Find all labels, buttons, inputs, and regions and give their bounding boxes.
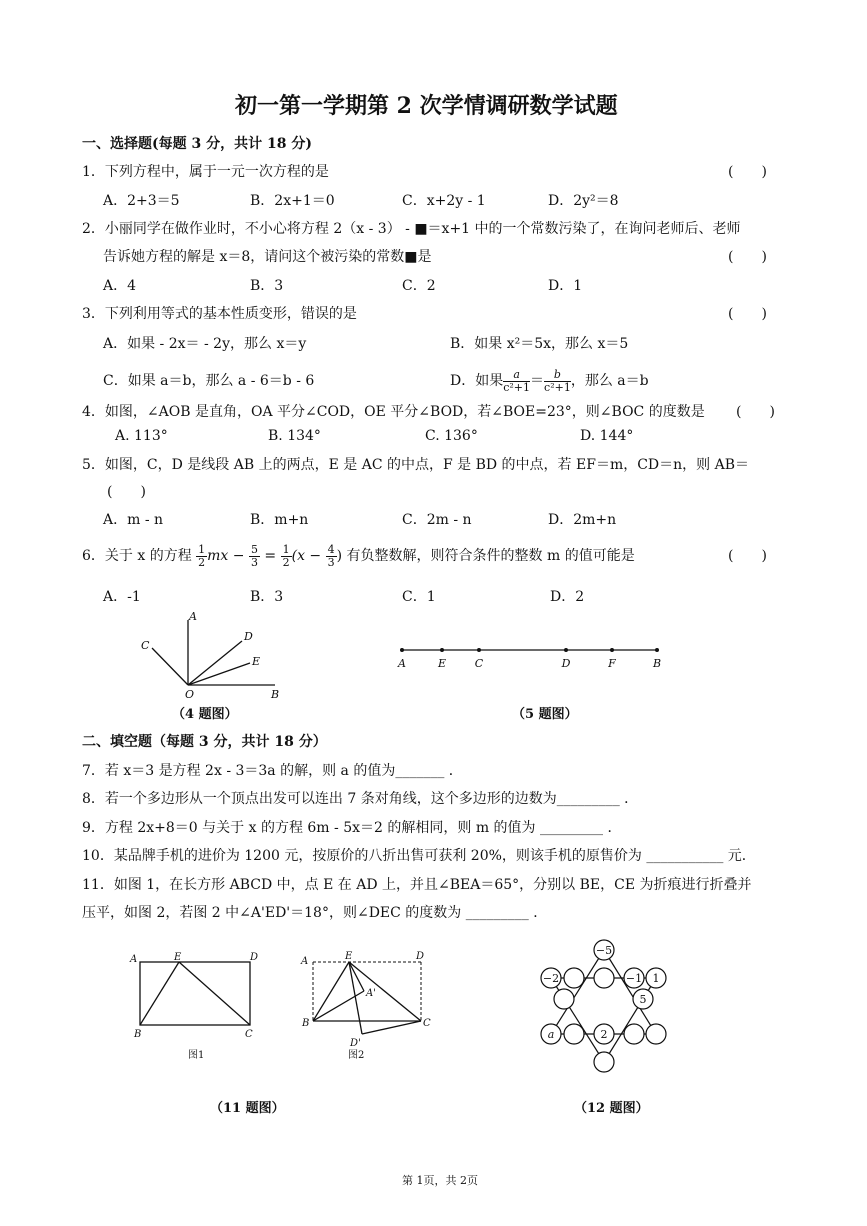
q3-d-denominator-b: c²+1	[544, 380, 571, 394]
fig11-rect-abcd	[140, 962, 250, 1025]
q6-stem	[82, 537, 635, 575]
fig12-circle	[594, 968, 614, 988]
fig12-circle-value: a	[547, 1028, 555, 1041]
fig11-rectangle-figure1	[128, 948, 268, 1068]
section-choice-heading: 一、选择题(每题 3 分，共计 18 分)	[82, 136, 312, 152]
q6-frac-1-num: 1	[198, 542, 206, 556]
fig11b-label-a: A	[301, 956, 309, 967]
fig12-circle-value: −2	[542, 972, 560, 985]
q6-option-b: B．3	[250, 589, 284, 605]
fig5-label-c: C	[474, 657, 484, 670]
q5-option-a: A．m - n	[103, 512, 164, 528]
fig11-label-e: E	[174, 952, 182, 963]
fig11-folded-figure2	[298, 948, 448, 1068]
q2-option-a: A．4	[103, 278, 137, 294]
fig5-label-b: B	[652, 657, 662, 670]
q5-stem: 5．如图，C，D 是线段 AB 上的两点，E 是 AC 的中点，F 是 BD 的中点，若 EF＝m，CD＝n，则 AB＝	[82, 457, 750, 473]
fig11-figure2-name: 图2	[348, 1050, 365, 1061]
fig5-point-b	[655, 648, 659, 652]
page-footer: 第 1页，共 2页	[402, 1174, 478, 1187]
fig12-circle	[564, 968, 584, 988]
q6-paren-left: (x −	[291, 548, 322, 564]
q3-option-d	[450, 362, 649, 400]
q5-option-b: B．m+n	[250, 512, 309, 528]
q7-stem: 7．若 x＝3 是方程 2x - 3＝3a 的解，则 a 的值为_______ ．	[82, 763, 463, 779]
fig12-circle-value: 2	[600, 1028, 608, 1041]
fig11-label-b: B	[134, 1029, 142, 1040]
fig11b-label-c: C	[423, 1018, 431, 1029]
q6-frac-3-num: 1	[282, 542, 290, 556]
fig11-label-a: A	[130, 954, 138, 965]
q2-option-b: B．3	[250, 278, 284, 294]
fig11-caption: （11 题图）	[210, 1101, 285, 1116]
fig11-line-cd-prime	[362, 1021, 421, 1034]
fig5-label-a: A	[398, 657, 406, 670]
q2-option-c: C．2	[402, 278, 436, 294]
q4-option-b: B. 134°	[268, 428, 321, 444]
q6-frac-4-den: 3	[327, 555, 335, 569]
fig5-point-c	[477, 648, 481, 652]
q3-option-d-prefix: D．如果	[450, 373, 504, 389]
q1-option-a: A．2+3＝5	[103, 193, 180, 209]
q3-d-numerator-a: a	[503, 369, 530, 382]
q6-frac-2-num: 5	[250, 542, 258, 556]
fig11b-label-d: D	[416, 951, 425, 962]
fig11-figure1-name: 图1	[188, 1050, 205, 1061]
fig5-point-e	[440, 648, 444, 652]
q6-frac-4	[326, 544, 337, 569]
q11-stem-line1: 11．如图 1，在长方形 ABCD 中，点 E 在 AD 上，并且∠BEA＝65°，分别以 BE，CE 为折痕进行折叠并	[82, 877, 752, 893]
fig4-label-o: O	[185, 688, 195, 701]
q3-d-fraction-a	[503, 369, 530, 394]
fig12-circle-value: −1	[625, 972, 643, 985]
q8-stem: 8．若一个多边形从一个顶点出发可以连出 7 条对角线，这个多边形的边数为_________ ．	[82, 791, 639, 807]
q3-answer-bracket: ( )	[728, 306, 767, 322]
fig4-caption: （4 题图）	[172, 707, 238, 722]
fig5-point-a	[400, 648, 404, 652]
q3-d-fraction-b	[544, 369, 571, 394]
q5-answer-bracket: ( )	[107, 484, 146, 500]
fig5-point-f	[610, 648, 614, 652]
fig12-circle-value: −5	[595, 944, 613, 957]
q3-stem: 3．下列利用等式的基本性质变形，错误的是	[82, 306, 357, 322]
q4-option-d: D. 144°	[580, 428, 634, 444]
q4-stem: 4．如图，∠AOB 是直角，OA 平分∠COD，OE 平分∠BOD，若∠BOE=23°，则∠BOC 的度数是	[82, 404, 705, 420]
fig5-label-e: E	[437, 657, 447, 670]
fig11b-label-d-prime: D'	[350, 1038, 361, 1049]
q6-frac-3	[281, 544, 292, 569]
fig11-line-be	[313, 962, 349, 1021]
fig12-caption: （12 题图）	[574, 1101, 649, 1116]
fig11-label-c: C	[245, 1029, 253, 1040]
q6-frac-3-den: 2	[282, 555, 290, 569]
q6-frac-2-den: 3	[250, 555, 258, 569]
fig12-circle	[624, 1024, 644, 1044]
q6-frac-2	[249, 544, 260, 569]
fig11-line-ec	[349, 962, 421, 1021]
fig4-ray-oe	[188, 663, 250, 685]
q6-suffix: 有负整数解，则符合条件的整数 m 的值可能是	[346, 548, 635, 564]
fig4-label-a: A	[189, 610, 197, 623]
q6-frac-1	[196, 544, 207, 569]
fig5-segment-diagram	[395, 640, 665, 675]
fig12-circle	[564, 1024, 584, 1044]
fig5-label-f: F	[608, 657, 616, 670]
fig12-circle-value: 1	[652, 972, 660, 985]
q6-frac-4-num: 4	[327, 542, 335, 556]
fig4-angle-diagram	[130, 608, 290, 703]
q4-answer-bracket: ( )	[736, 404, 775, 420]
fig5-point-d	[564, 648, 568, 652]
q3-d-numerator-b: b	[544, 369, 571, 382]
q10-stem: 10．某品牌手机的进价为 1200 元，按原价的八折出售可获利 20%，则该手机的原售价为 ___________ 元．	[82, 848, 756, 864]
q1-option-b: B．2x+1＝0	[250, 193, 335, 209]
fig11b-label-e: E	[345, 951, 353, 962]
q2-stem-line1: 2．小丽同学在做作业时，不小心将方程 2（x - 3） - ■＝x+1 中的一个常数污染了，在询问老师后、老师	[82, 221, 741, 237]
fig4-label-c: C	[141, 639, 150, 652]
q6-equals: =	[264, 548, 277, 564]
q11-stem-line2: 压平，如图 2，若图 2 中∠A'ED'＝18°，则∠DEC 的度数为 _________ ．	[82, 905, 548, 921]
q2-answer-bracket: ( )	[728, 249, 767, 265]
fig5-label-d: D	[561, 657, 571, 670]
q6-prefix: 6．关于 x 的方程	[82, 548, 192, 564]
fig12-circle-value: 5	[639, 993, 647, 1006]
q6-option-c: C．1	[402, 589, 436, 605]
q6-option-d: D．2	[550, 589, 585, 605]
q3-option-d-suffix: ，那么 a＝b	[570, 373, 649, 389]
fig4-ray-oc	[152, 648, 188, 685]
section-fill-heading: 二、填空题（每题 3 分，共计 18 分）	[82, 734, 327, 750]
q5-option-d: D．2m+n	[548, 512, 617, 528]
q3-option-a: A．如果 - 2x＝ - 2y，那么 x＝y	[103, 336, 307, 352]
fig4-label-e: E	[252, 655, 261, 668]
q3-d-equals: ＝	[530, 373, 545, 389]
q1-answer-bracket: ( )	[728, 164, 767, 180]
q4-option-a: A. 113°	[115, 428, 168, 444]
page-title: 初一第一学期第 2 次学情调研数学试题	[235, 93, 618, 119]
q2-option-d: D．1	[548, 278, 583, 294]
q2-stem-line2: 告诉她方程的解是 x＝8，请问这个被污染的常数■是	[103, 249, 432, 265]
q3-d-denominator-a: c²+1	[503, 380, 531, 394]
fig12-circle	[646, 1024, 666, 1044]
fig4-label-d: D	[244, 630, 253, 643]
fig4-label-b: B	[271, 688, 280, 701]
q3-option-b: B．如果 x²＝5x，那么 x＝5	[450, 336, 629, 352]
fig11-line-be	[140, 962, 179, 1025]
fig12-circle	[554, 989, 574, 1009]
q4-option-c: C. 136°	[425, 428, 478, 444]
q3-option-c: C．如果 a＝b，那么 a - 6＝b - 6	[103, 373, 315, 389]
q1-option-d: D．2y²＝8	[548, 193, 619, 209]
fig11b-label-b: B	[302, 1018, 310, 1029]
fig11-label-d: D	[250, 952, 259, 963]
q1-stem: 1．下列方程中，属于一元一次方程的是	[82, 164, 329, 180]
fig12-circle	[594, 1052, 614, 1072]
fig4-ray-od	[188, 641, 242, 685]
q6-option-a: A．-1	[103, 589, 141, 605]
q6-paren-right: )	[336, 548, 343, 564]
fig11b-label-a-prime: A'	[366, 988, 376, 999]
q1-option-c: C．x+2y - 1	[402, 193, 486, 209]
q6-answer-bracket: ( )	[728, 548, 767, 564]
q6-frac-1-den: 2	[198, 555, 206, 569]
q9-stem: 9．方程 2x+8＝0 与关于 x 的方程 6m - 5x＝2 的解相同，则 m 的值为 _________ ．	[82, 820, 622, 836]
q6-mx: mx −	[207, 548, 245, 564]
q5-option-c: C．2m - n	[402, 512, 472, 528]
fig5-caption: （5 题图）	[512, 707, 578, 722]
fig12-number-star	[528, 934, 678, 1084]
fig11-line-ec	[179, 962, 250, 1025]
